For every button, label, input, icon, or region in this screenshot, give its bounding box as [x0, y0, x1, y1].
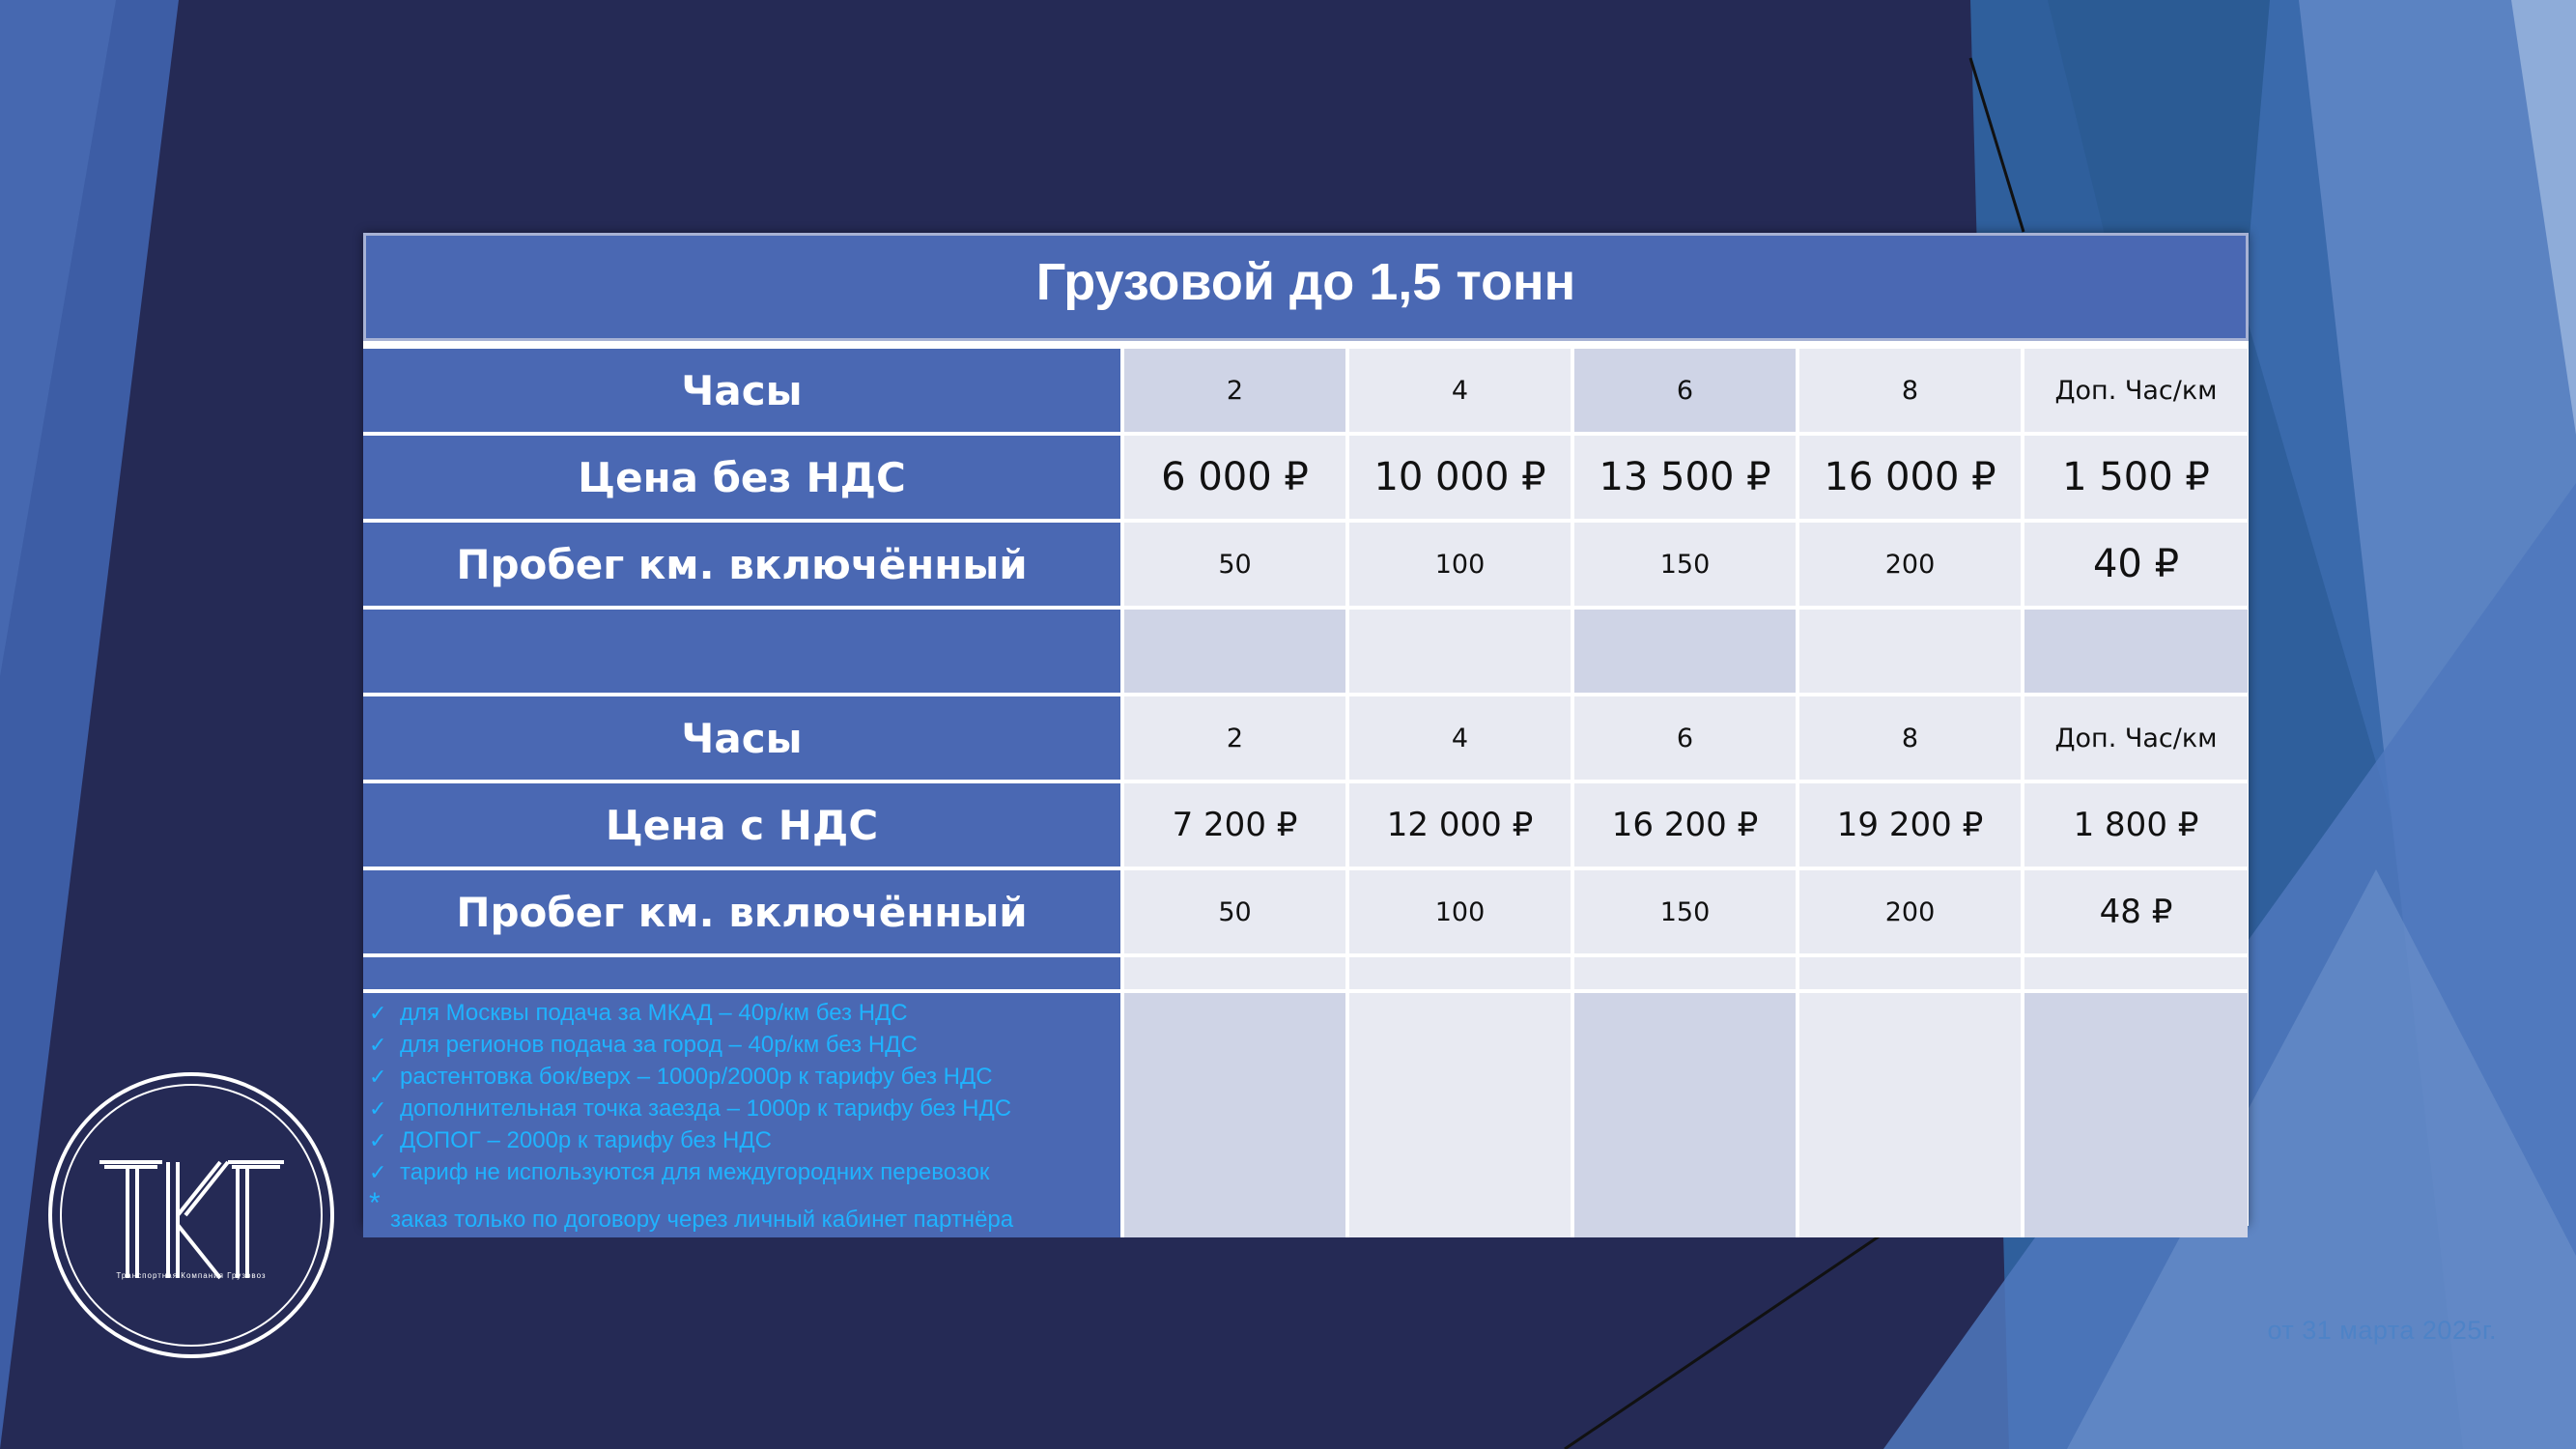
table-cell: 40 ₽ — [2024, 523, 2248, 606]
table-cell: 8 — [1799, 696, 2024, 780]
row-label-hours: Часы — [363, 349, 1124, 432]
table-row-price-vat — [363, 780, 2249, 867]
check-icon: ✓ — [369, 1001, 387, 1025]
table-cell — [1574, 610, 1799, 693]
table-cell: 6 — [1574, 349, 1799, 432]
table-cell — [2024, 957, 2248, 989]
table-cell: 100 — [1349, 523, 1574, 606]
table-cell — [1799, 957, 2024, 989]
table-row-mileage — [363, 867, 2249, 953]
table-cell: 12 000 ₽ — [1349, 783, 1574, 867]
effective-date: от 31 марта 2025г. — [2267, 1316, 2497, 1345]
table-cell — [363, 957, 1124, 989]
row-label-mileage: Пробег км. включённый — [363, 523, 1124, 606]
check-icon: ✓ — [369, 1128, 387, 1152]
table-row-notes — [363, 989, 2249, 1237]
table-row-hours — [363, 345, 2249, 432]
check-icon: ✓ — [369, 1160, 387, 1184]
list-item: * заказ только по договору через личный кабинет партнёра — [369, 1190, 1013, 1236]
table-cell: 4 — [1349, 349, 1574, 432]
check-icon: ✓ — [369, 1033, 387, 1057]
table-title: Грузовой до 1,5 тонн — [363, 233, 2249, 341]
table-cell: 6 000 ₽ — [1124, 436, 1349, 519]
logo-letter-g — [228, 1162, 284, 1278]
table-cell: 16 000 ₽ — [1799, 436, 2024, 519]
row-label-price-no-vat: Цена без НДС — [363, 436, 1124, 519]
table-cell: 16 200 ₽ — [1574, 783, 1799, 867]
list-item: ✓ для Москвы подача за МКАД – 40р/км без НДС — [369, 997, 908, 1029]
table-cell — [363, 610, 1124, 693]
logo-letter-t — [99, 1162, 162, 1278]
table-row-hours — [363, 693, 2249, 780]
logo-letter-k — [168, 1162, 228, 1278]
row-label-price-vat: Цена с НДС — [363, 783, 1124, 867]
list-item: ✓ для регионов подача за город – 40р/км без НДС — [369, 1029, 918, 1061]
list-item: ✓ растентовка бок/верх – 1000р/2000р к тарифу без НДС — [369, 1061, 993, 1093]
table-cell: 1 800 ₽ — [2024, 783, 2248, 867]
table-cell: 19 200 ₽ — [1799, 783, 2024, 867]
table-cell: 100 — [1349, 870, 1574, 953]
table-cell: 13 500 ₽ — [1574, 436, 1799, 519]
table-cell: 200 — [1799, 870, 2024, 953]
table-cell — [1574, 957, 1799, 989]
list-item: ✓ дополнительная точка заезда – 1000р к тарифу без НДС — [369, 1093, 1011, 1124]
table-cell — [1124, 957, 1349, 989]
list-item: ✓ ДОПОГ – 2000р к тарифу без НДС — [369, 1124, 772, 1156]
list-item: ✓ тариф не используются для междугородних перевозок — [369, 1156, 989, 1188]
table-cell: Доп. Час/км — [2024, 696, 2248, 780]
table-cell: 6 — [1574, 696, 1799, 780]
table-cell — [1799, 993, 2024, 1237]
table-cell — [2024, 993, 2248, 1237]
table-cell — [1124, 993, 1349, 1237]
table-cell: 4 — [1349, 696, 1574, 780]
table-cell — [1349, 993, 1574, 1237]
row-label-mileage: Пробег км. включённый — [363, 870, 1124, 953]
check-icon: ✓ — [369, 1096, 387, 1121]
table-cell: Доп. Час/км — [2024, 349, 2248, 432]
check-icon: ✓ — [369, 1065, 387, 1089]
table-cell: 200 — [1799, 523, 2024, 606]
table-cell — [1574, 993, 1799, 1237]
table-cell — [1349, 957, 1574, 989]
table-cell: 48 ₽ — [2024, 870, 2248, 953]
table-cell — [1349, 610, 1574, 693]
row-label-hours: Часы — [363, 696, 1124, 780]
table-cell: 2 — [1124, 696, 1349, 780]
table-row-spacer — [363, 953, 2249, 989]
company-logo — [46, 1070, 336, 1360]
table-cell — [2024, 610, 2248, 693]
table-row-price-no-vat — [363, 432, 2249, 519]
pricing-table — [363, 233, 2249, 1233]
logo-tagline: Транспортная Компания Грузовоз — [116, 1271, 267, 1280]
table-row-spacer — [363, 606, 2249, 693]
table-cell: 10 000 ₽ — [1349, 436, 1574, 519]
table-cell: 8 — [1799, 349, 2024, 432]
table-grid — [363, 345, 2249, 1237]
table-cell: 1 500 ₽ — [2024, 436, 2248, 519]
table-row-mileage — [363, 519, 2249, 606]
table-cell — [1124, 610, 1349, 693]
table-cell: 50 — [1124, 870, 1349, 953]
table-cell: 7 200 ₽ — [1124, 783, 1349, 867]
table-cell — [1799, 610, 2024, 693]
table-cell: 150 — [1574, 870, 1799, 953]
table-cell: 50 — [1124, 523, 1349, 606]
table-cell: 2 — [1124, 349, 1349, 432]
table-cell: 150 — [1574, 523, 1799, 606]
asterisk-icon: * — [369, 1187, 381, 1219]
notes-list — [363, 993, 1124, 1237]
